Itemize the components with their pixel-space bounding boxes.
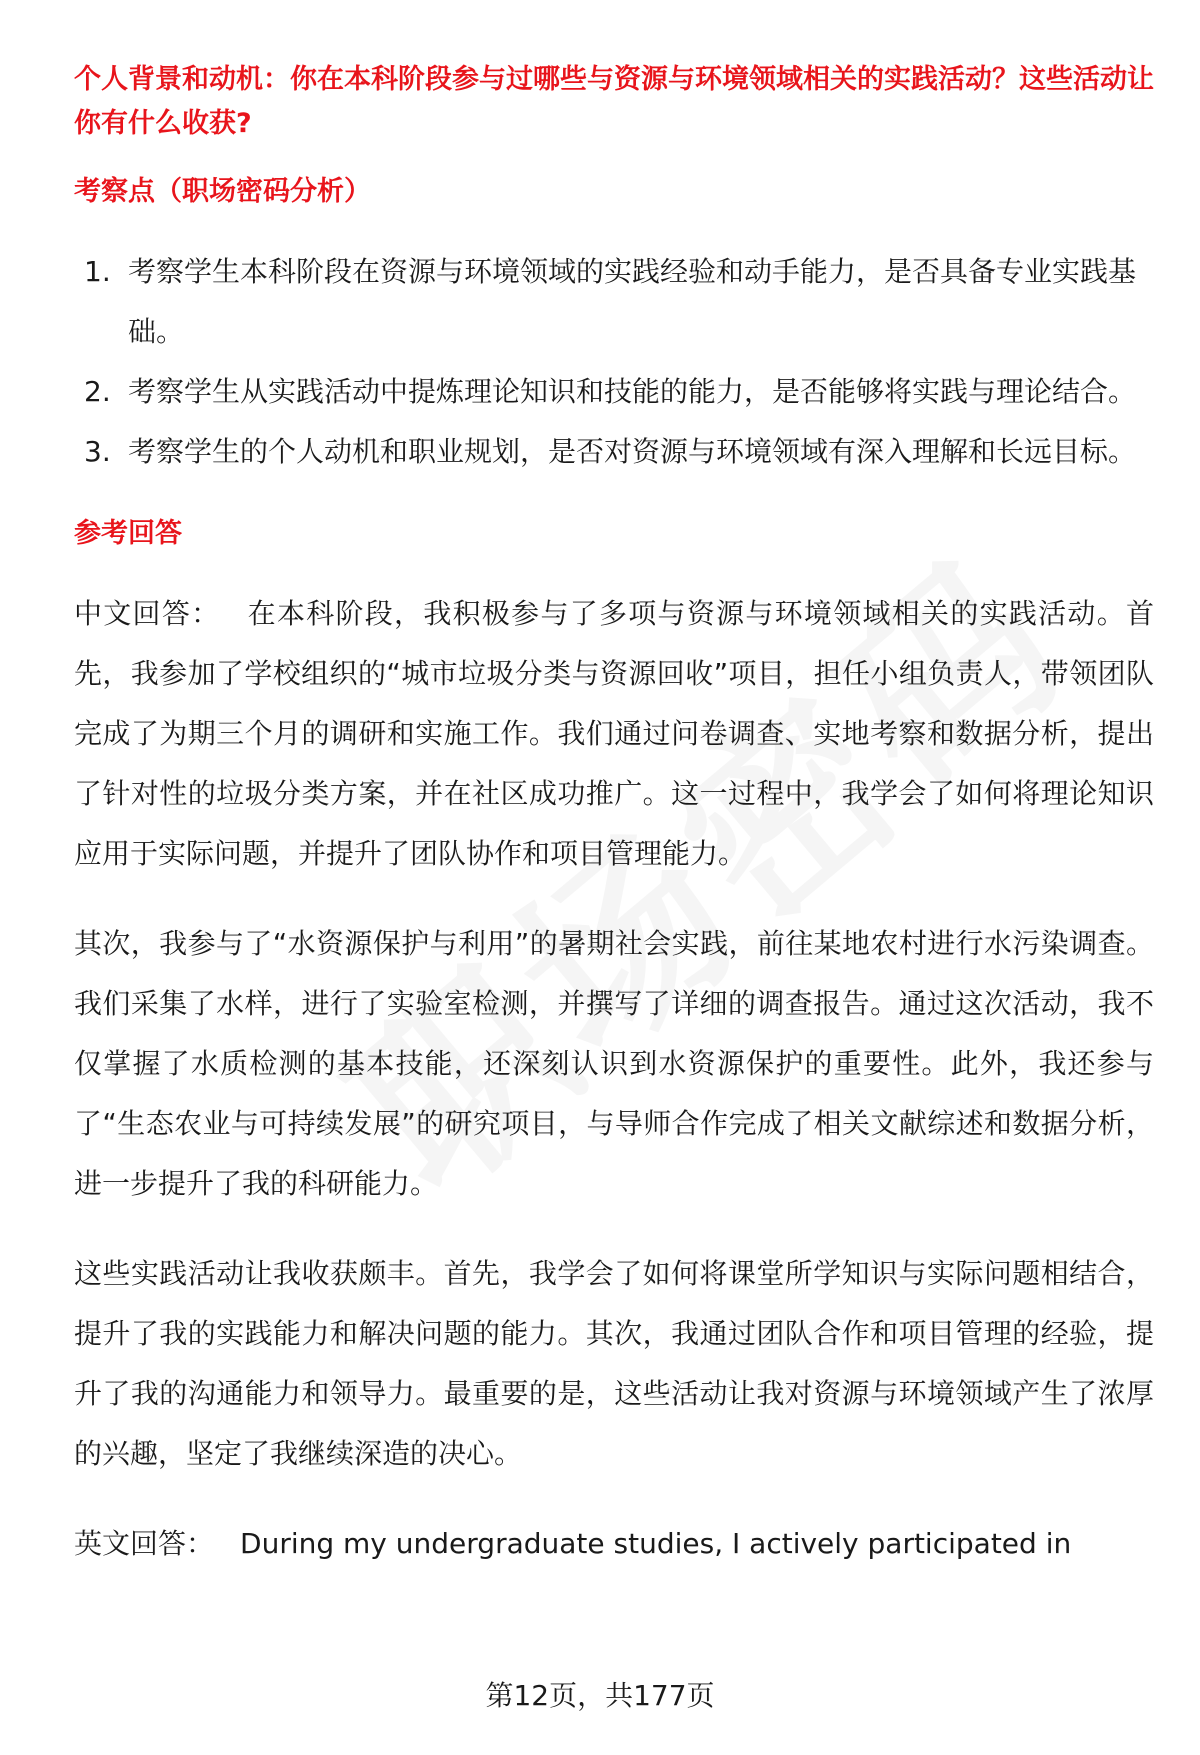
list-item-text: 考察学生的个人动机和职业规划，是否对资源与环境领域有深入理解和长远目标。 <box>128 435 1137 468</box>
list-item <box>74 242 1154 362</box>
answer-title: 参考回答 <box>74 518 182 549</box>
answer-paragraph-4 <box>74 1514 1154 1574</box>
document-page <box>74 58 1154 1574</box>
paragraph-text: 在本科阶段，我积极参与了多项与资源与环境领域相关的实践活动。首先，我参加了学校组织的“城市垃圾分类与资源回收”项目，担任小组负责人，带领团队完成了为期三个月的调研和实施工作。我们通过问卷调查、实地考察和数据分析，提出了针对性的垃圾分类方案，并在社区成功推广。这一过程中，我学会了如何将理论知识应用于实际问题，并提升了团队协作和项目管理能力。 <box>74 597 1154 870</box>
list-item <box>74 422 1154 482</box>
question-heading: 个人背景和动机：你在本科阶段参与过哪些与资源与环境领域相关的实践活动？这些活动让你有什么收获? <box>74 64 1154 139</box>
english-answer-label: 英文回答： <box>74 1527 215 1560</box>
paragraph-text: During my undergraduate studies, I actively participated in <box>240 1527 1072 1560</box>
list-item-text: 考察学生从实践活动中提炼理论知识和技能的能力，是否能够将实践与理论结合。 <box>128 375 1137 408</box>
answer-paragraph-3: 这些实践活动让我收获颇丰。首先，我学会了如何将课堂所学知识与实际问题相结合，提升了我的实践能力和解决问题的能力。其次，我通过团队合作和项目管理的经验，提升了我的沟通能力和领导力。最重要的是，这些活动让我对资源与环境领域产生了浓厚的兴趣，坚定了我继续深造的决心。 <box>74 1257 1154 1470</box>
exam-points-title: 考察点（职场密码分析） <box>74 176 371 207</box>
list-item-number: 2. <box>84 375 111 408</box>
list-item-text: 考察学生本科阶段在资源与环境领域的实践经验和动手能力，是否具备专业实践基础。 <box>128 255 1137 348</box>
list-item-number: 3. <box>84 435 111 468</box>
list-item <box>74 362 1154 422</box>
list-item-number: 1. <box>84 255 111 288</box>
page-number: 第12页，共177页 <box>485 1679 715 1712</box>
answer-paragraph-1 <box>74 584 1154 884</box>
chinese-answer-label: 中文回答： <box>74 597 221 630</box>
exam-points-list <box>74 242 1154 482</box>
answer-paragraph-2: 其次，我参与了“水资源保护与利用”的暑期社会实践，前往某地农村进行水污染调查。我们采集了水样，进行了实验室检测，并撰写了详细的调查报告。通过这次活动，我不仅掌握了水质检测的基本技能，还深刻认识到水资源保护的重要性。此外，我还参与了“生态农业与可持续发展”的研究项目，与导师合作完成了相关文献综述和数据分析，进一步提升了我的科研能力。 <box>74 927 1154 1200</box>
